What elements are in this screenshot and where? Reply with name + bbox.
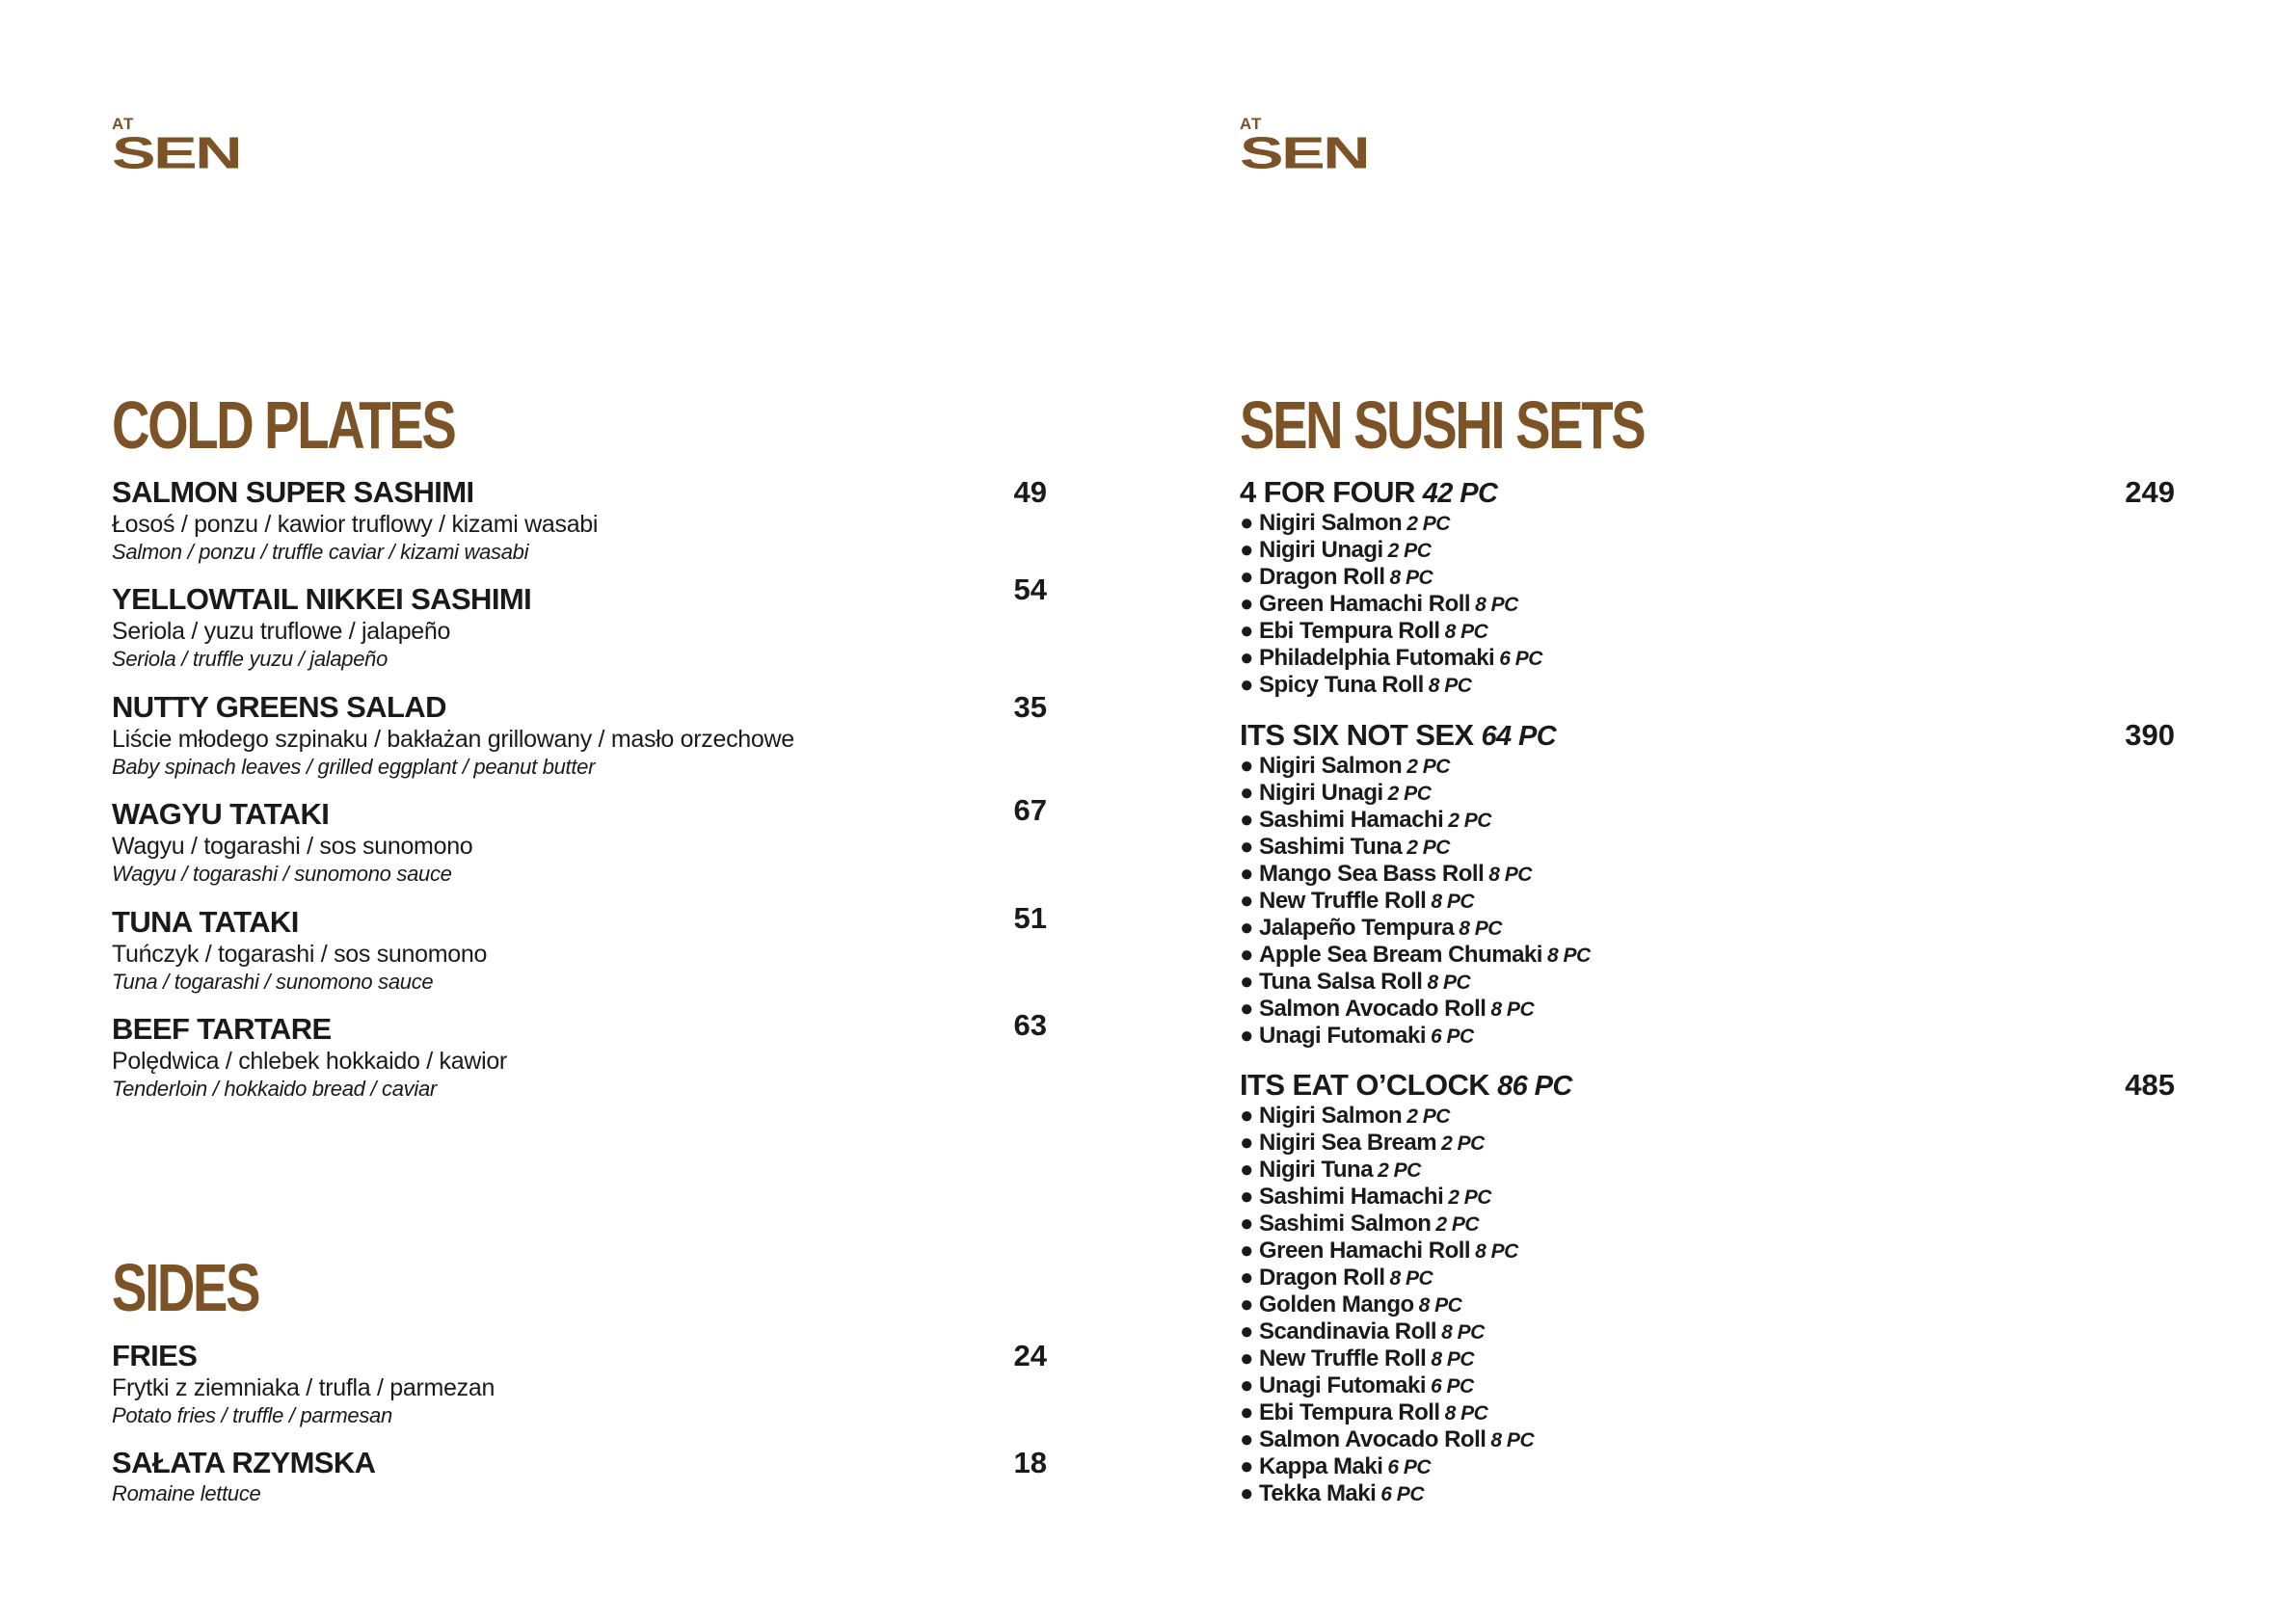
set-item bbox=[1240, 672, 2175, 699]
set-price: 390 bbox=[2125, 718, 2175, 752]
set-item bbox=[1240, 996, 2175, 1023]
bullet-icon: ● bbox=[1240, 1103, 1253, 1129]
set-item-name: Sashimi Hamachi bbox=[1259, 807, 1444, 833]
set-item-name: Sashimi Tuna bbox=[1259, 834, 1403, 860]
set-item-pc: 8 PC bbox=[1475, 1240, 1518, 1263]
set-item-pc: 8 PC bbox=[1431, 1348, 1475, 1371]
set-item-name: Nigiri Unagi bbox=[1259, 780, 1383, 806]
bullet-icon: ● bbox=[1240, 753, 1253, 779]
set-item-name: Dragon Roll bbox=[1259, 564, 1385, 590]
menu-item bbox=[112, 1008, 1047, 1103]
item-price: 51 bbox=[1013, 901, 1047, 935]
set-item bbox=[1240, 1211, 2175, 1238]
set-item-pc: 2 PC bbox=[1406, 837, 1450, 859]
bullet-icon: ● bbox=[1240, 1130, 1253, 1156]
sides-section bbox=[112, 1250, 1047, 1325]
item-description-en: Tenderloin / hokkaido bread / caviar bbox=[112, 1077, 437, 1101]
logo-at: AT bbox=[1240, 115, 1263, 133]
sushi-set bbox=[1240, 475, 2175, 699]
set-item bbox=[1240, 510, 2175, 537]
set-item bbox=[1240, 1372, 2175, 1399]
set-item bbox=[1240, 1157, 2175, 1184]
set-item-name: Nigiri Salmon bbox=[1259, 1103, 1403, 1129]
logo-at: AT bbox=[112, 115, 135, 133]
item-description-pl: Liście młodego szpinaku / bakłażan grillowany / masło orzechowe bbox=[112, 726, 794, 753]
item-name: TUNA TATAKI bbox=[112, 905, 299, 939]
bullet-icon: ● bbox=[1240, 942, 1253, 968]
bullet-icon: ● bbox=[1240, 1184, 1253, 1210]
item-description-en: Seriola / truffle yuzu / jalapeño bbox=[112, 647, 388, 671]
bullet-icon: ● bbox=[1240, 996, 1253, 1022]
item-name: FRIES bbox=[112, 1339, 198, 1372]
bullet-icon: ● bbox=[1240, 1453, 1253, 1479]
bullet-icon: ● bbox=[1240, 1291, 1253, 1318]
set-item bbox=[1240, 1184, 2175, 1211]
item-description-pl: Wagyu / togarashi / sos sunomono bbox=[112, 833, 473, 860]
bullet-icon: ● bbox=[1240, 1157, 1253, 1183]
item-name: YELLOWTAIL NIKKEI SASHIMI bbox=[112, 582, 532, 616]
menu-item bbox=[112, 793, 1047, 888]
set-item-name: New Truffle Roll bbox=[1259, 888, 1427, 914]
set-item bbox=[1240, 1453, 2175, 1480]
set-item-pc: 6 PC bbox=[1387, 1456, 1432, 1478]
set-item-pc: 8 PC bbox=[1431, 891, 1475, 913]
bullet-icon: ● bbox=[1240, 591, 1253, 617]
set-item bbox=[1240, 861, 2175, 888]
set-item-name: Salmon Avocado Roll bbox=[1259, 1426, 1487, 1452]
set-item-name: Mango Sea Bass Roll bbox=[1259, 861, 1485, 887]
set-item bbox=[1240, 1238, 2175, 1265]
set-price: 249 bbox=[2125, 475, 2175, 509]
set-item bbox=[1240, 969, 2175, 996]
bullet-icon: ● bbox=[1240, 1399, 1253, 1425]
item-description-pl: Polędwica / chlebek hokkaido / kawior bbox=[112, 1048, 507, 1075]
set-item bbox=[1240, 1265, 2175, 1291]
set-item-name: Apple Sea Bream Chumaki bbox=[1259, 942, 1542, 968]
set-item-pc: 6 PC bbox=[1431, 1375, 1474, 1398]
set-item-name: Sashimi Salmon bbox=[1259, 1211, 1432, 1237]
set-item bbox=[1240, 834, 2175, 861]
item-price: 67 bbox=[1013, 793, 1047, 827]
set-item bbox=[1240, 1023, 2175, 1050]
item-description-en: Potato fries / truffle / parmesan bbox=[112, 1403, 392, 1427]
set-item-name: Nigiri Salmon bbox=[1259, 753, 1403, 779]
logo-left bbox=[112, 115, 241, 178]
set-item-name: Unagi Futomaki bbox=[1259, 1023, 1427, 1049]
bullet-icon: ● bbox=[1240, 510, 1253, 536]
bullet-icon: ● bbox=[1240, 780, 1253, 806]
set-item-pc: 8 PC bbox=[1459, 918, 1502, 940]
item-price: 35 bbox=[1013, 690, 1047, 724]
set-item-pc: 8 PC bbox=[1389, 1267, 1433, 1290]
item-name: NUTTY GREENS SALAD bbox=[112, 690, 446, 724]
set-item-pc: 2 PC bbox=[1441, 1132, 1485, 1155]
bullet-icon: ● bbox=[1240, 564, 1253, 590]
bullet-icon: ● bbox=[1240, 537, 1253, 563]
bullet-icon: ● bbox=[1240, 1265, 1253, 1291]
set-item-name: Nigiri Salmon bbox=[1259, 510, 1403, 536]
set-item bbox=[1240, 1291, 2175, 1318]
set-item bbox=[1240, 564, 2175, 591]
set-item-pc: 8 PC bbox=[1475, 594, 1518, 616]
set-item-name: Ebi Tempura Roll bbox=[1259, 1399, 1440, 1425]
bullet-icon: ● bbox=[1240, 1318, 1253, 1344]
item-description-pl: Seriola / yuzu truflowe / jalapeño bbox=[112, 618, 451, 645]
set-item bbox=[1240, 1318, 2175, 1345]
set-item-pc: 2 PC bbox=[1448, 810, 1491, 832]
item-description-en: Tuna / togarashi / sunomono sauce bbox=[112, 970, 434, 994]
set-item-pc: 8 PC bbox=[1441, 1321, 1485, 1344]
set-item-pc: 8 PC bbox=[1490, 998, 1535, 1021]
set-item bbox=[1240, 618, 2175, 645]
set-item-pc: 8 PC bbox=[1444, 1402, 1488, 1424]
set-item-name: Nigiri Unagi bbox=[1259, 537, 1383, 563]
set-item-name: Scandinavia Roll bbox=[1259, 1318, 1437, 1344]
set-item-pc: 2 PC bbox=[1406, 513, 1450, 535]
bullet-icon: ● bbox=[1240, 1372, 1253, 1398]
bullet-icon: ● bbox=[1240, 1426, 1253, 1452]
set-item bbox=[1240, 780, 2175, 807]
set-item-name: Philadelphia Futomaki bbox=[1259, 645, 1495, 671]
set-item bbox=[1240, 645, 2175, 672]
set-item-pc: 8 PC bbox=[1428, 675, 1472, 697]
set-item-pc: 8 PC bbox=[1490, 1429, 1535, 1451]
item-description-pl: Łosoś / ponzu / kawior truflowy / kizami wasabi bbox=[112, 511, 599, 538]
set-item bbox=[1240, 1426, 2175, 1453]
set-price: 485 bbox=[2125, 1068, 2175, 1102]
menu-item bbox=[112, 572, 1047, 673]
bullet-icon: ● bbox=[1240, 672, 1253, 698]
item-price: 54 bbox=[1013, 572, 1047, 606]
set-item-pc: 2 PC bbox=[1378, 1159, 1421, 1182]
set-item-name: Unagi Futomaki bbox=[1259, 1372, 1427, 1398]
item-description-en: Salmon / ponzu / truffle caviar / kizami wasabi bbox=[112, 540, 529, 564]
set-item-name: Nigiri Tuna bbox=[1259, 1157, 1374, 1183]
set-piece-count: 42 PC bbox=[1422, 478, 1498, 509]
bullet-icon: ● bbox=[1240, 888, 1253, 914]
item-description-en: Baby spinach leaves / grilled eggplant / peanut butter bbox=[112, 755, 596, 779]
item-price: 63 bbox=[1013, 1008, 1047, 1042]
bullet-icon: ● bbox=[1240, 1238, 1253, 1264]
set-name: ITS SIX NOT SEX bbox=[1240, 718, 1474, 752]
item-name: WAGYU TATAKI bbox=[112, 797, 330, 831]
set-item-name: Tuna Salsa Roll bbox=[1259, 969, 1423, 995]
set-item-pc: 6 PC bbox=[1380, 1483, 1424, 1505]
set-item-pc: 6 PC bbox=[1499, 648, 1542, 670]
set-item-pc: 8 PC bbox=[1546, 945, 1591, 967]
item-description-pl: Frytki z ziemniaka / trufla / parmezan bbox=[112, 1374, 496, 1401]
logo-sen: SEN bbox=[1240, 127, 1369, 178]
item-price: 18 bbox=[1013, 1446, 1047, 1479]
item-price: 49 bbox=[1013, 475, 1047, 509]
item-name: SAŁATA RZYMSKA bbox=[112, 1446, 376, 1479]
bullet-icon: ● bbox=[1240, 1345, 1253, 1371]
bullet-icon: ● bbox=[1240, 1023, 1253, 1049]
set-item-name: Sashimi Hamachi bbox=[1259, 1184, 1444, 1210]
logo-sen: SEN bbox=[112, 127, 241, 178]
menu-item bbox=[112, 1339, 1047, 1429]
set-item-name: Green Hamachi Roll bbox=[1259, 591, 1471, 617]
bullet-icon: ● bbox=[1240, 915, 1253, 941]
item-description-pl: Tuńczyk / togarashi / sos sunomono bbox=[112, 941, 488, 968]
set-item bbox=[1240, 537, 2175, 564]
set-item-name: Salmon Avocado Roll bbox=[1259, 996, 1487, 1022]
set-item bbox=[1240, 1345, 2175, 1372]
set-item-name: Golden Mango bbox=[1259, 1291, 1414, 1318]
item-name: SALMON SUPER SASHIMI bbox=[112, 475, 474, 509]
set-item-name: Ebi Tempura Roll bbox=[1259, 618, 1440, 644]
set-item-pc: 8 PC bbox=[1444, 621, 1488, 643]
bullet-icon: ● bbox=[1240, 834, 1253, 860]
set-item-pc: 2 PC bbox=[1435, 1213, 1480, 1236]
set-item bbox=[1240, 888, 2175, 915]
set-piece-count: 86 PC bbox=[1497, 1071, 1572, 1102]
set-item-name: Dragon Roll bbox=[1259, 1265, 1385, 1291]
set-item bbox=[1240, 753, 2175, 780]
set-item-name: Spicy Tuna Roll bbox=[1259, 672, 1424, 698]
menu-item bbox=[112, 690, 1047, 781]
set-item bbox=[1240, 1399, 2175, 1426]
set-item-name: Kappa Maki bbox=[1259, 1453, 1383, 1479]
section-title-cold-plates: COLD PLATES bbox=[112, 387, 455, 463]
set-item-pc: 8 PC bbox=[1418, 1294, 1462, 1317]
bullet-icon: ● bbox=[1240, 861, 1253, 887]
set-item-pc: 2 PC bbox=[1387, 783, 1432, 805]
set-item bbox=[1240, 915, 2175, 942]
item-name: BEEF TARTARE bbox=[112, 1012, 332, 1046]
set-item bbox=[1240, 591, 2175, 618]
set-item-pc: 8 PC bbox=[1389, 567, 1433, 589]
set-item bbox=[1240, 1103, 2175, 1130]
set-item bbox=[1240, 942, 2175, 969]
section-title-sides: SIDES bbox=[112, 1250, 259, 1325]
set-name: ITS EAT O’CLOCK bbox=[1240, 1068, 1490, 1102]
bullet-icon: ● bbox=[1240, 969, 1253, 995]
bullet-icon: ● bbox=[1240, 645, 1253, 671]
set-item-name: Nigiri Sea Bream bbox=[1259, 1130, 1437, 1156]
menu-item bbox=[112, 901, 1047, 996]
cold-plates-section bbox=[112, 387, 1047, 463]
set-name: 4 FOR FOUR bbox=[1240, 475, 1415, 509]
sushi-set bbox=[1240, 1068, 2175, 1507]
bullet-icon: ● bbox=[1240, 618, 1253, 644]
set-item-name: Green Hamachi Roll bbox=[1259, 1238, 1471, 1264]
section-title-sushi-sets: SEN SUSHI SETS bbox=[1240, 387, 1645, 463]
bullet-icon: ● bbox=[1240, 1211, 1253, 1237]
item-description-en: Wagyu / togarashi / sunomono sauce bbox=[112, 862, 452, 886]
set-item bbox=[1240, 1130, 2175, 1157]
item-price: 24 bbox=[1013, 1339, 1047, 1372]
set-item-pc: 8 PC bbox=[1427, 972, 1471, 994]
set-item-name: Tekka Maki bbox=[1259, 1480, 1377, 1506]
sushi-set bbox=[1240, 718, 2175, 1050]
menu-item bbox=[112, 1446, 1047, 1507]
set-item-pc: 2 PC bbox=[1448, 1186, 1491, 1209]
bullet-icon: ● bbox=[1240, 807, 1253, 833]
set-item-pc: 2 PC bbox=[1387, 540, 1432, 562]
item-description-en: Romaine lettuce bbox=[112, 1481, 261, 1505]
set-item-name: Jalapeño Tempura bbox=[1259, 915, 1455, 941]
set-item-pc: 8 PC bbox=[1488, 864, 1532, 886]
set-item-pc: 6 PC bbox=[1431, 1025, 1474, 1048]
set-item-pc: 2 PC bbox=[1406, 1105, 1450, 1128]
set-item-pc: 2 PC bbox=[1406, 756, 1450, 778]
logo-right bbox=[1240, 115, 1369, 178]
set-item bbox=[1240, 807, 2175, 834]
set-item bbox=[1240, 1480, 2175, 1507]
bullet-icon: ● bbox=[1240, 1480, 1253, 1506]
set-piece-count: 64 PC bbox=[1481, 721, 1557, 752]
set-item-name: New Truffle Roll bbox=[1259, 1345, 1427, 1371]
menu-item bbox=[112, 475, 1047, 566]
sushi-sets-section bbox=[1240, 387, 2175, 463]
